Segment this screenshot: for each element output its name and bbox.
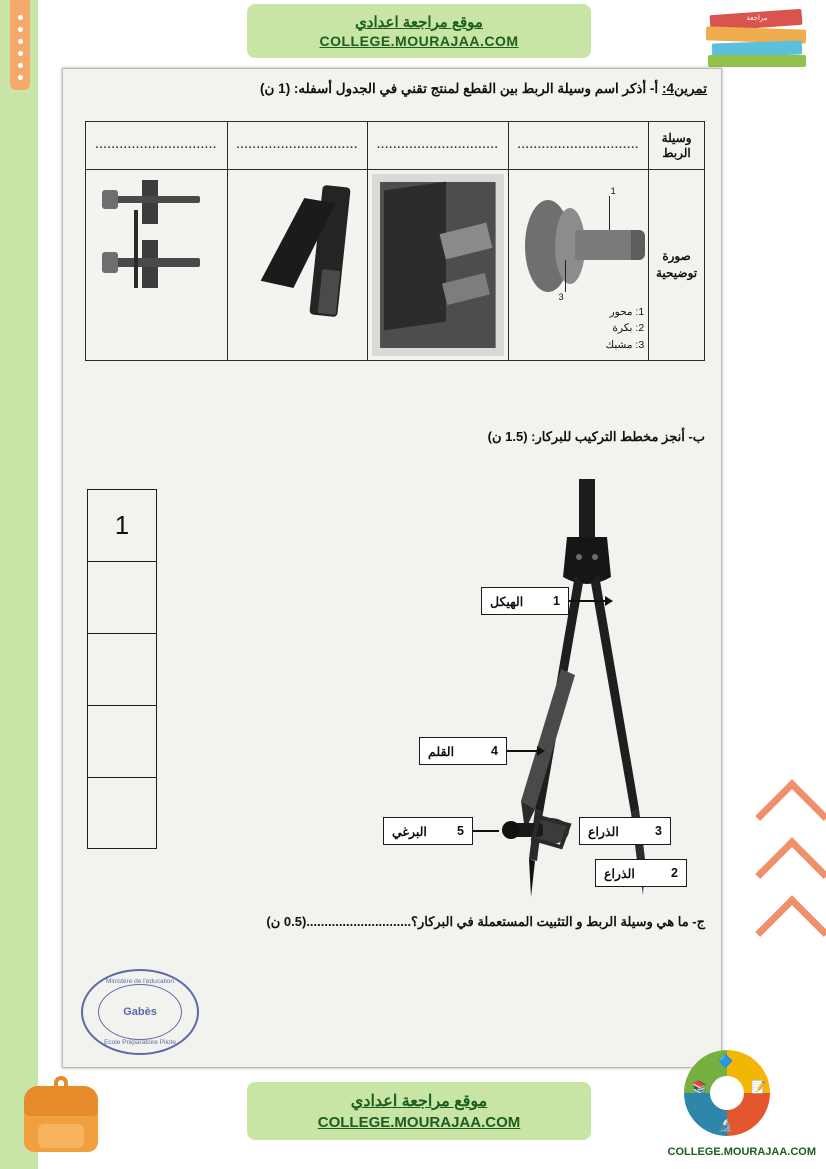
- part-b-instruction: ب- أنجز مخطط التركيب للبركار: (1.5 ن): [487, 429, 705, 444]
- bottom-site-banner: [247, 1082, 591, 1140]
- assembly-box-2[interactable]: [87, 561, 157, 633]
- table-header-link-means: وسيلة الربط: [649, 122, 704, 170]
- table-column-2: [367, 122, 508, 360]
- table-header-illustration: صورة توضيحية: [656, 249, 698, 280]
- top-site-banner: [247, 4, 591, 58]
- callout-box-1[interactable]: 1 الهيكل: [481, 587, 569, 615]
- bottom-banner-title: موقع مراجعة اعدادي: [350, 1093, 488, 1110]
- connection-means-table: [85, 121, 705, 361]
- table-column-3: [227, 122, 368, 360]
- table-image-cell-1: [509, 170, 649, 360]
- official-stamp: [81, 969, 199, 1055]
- hinge-photo: [372, 174, 504, 356]
- table-legend: 1: محور 2: بكرة 3: مشبك: [605, 305, 645, 352]
- blade-photo: [232, 174, 364, 356]
- part-c-question: ج- ما هي وسيلة الربط و التثبيت المستعملة في البركار؟.............................(0.5 ن): [266, 914, 705, 929]
- stamp-bottom-text: Ecole Préparatoire Pilote: [104, 1039, 176, 1046]
- backpack-icon: [14, 1072, 110, 1158]
- shaft-pulley-photo: 1 3: [513, 174, 645, 356]
- exercise-heading-text: أ- أذكر اسم وسيلة الربط بين القطع لمنتج تقني في الجدول أسفله: (1 ن): [260, 81, 659, 96]
- top-banner-title: موقع مراجعة اعدادي: [355, 14, 483, 31]
- top-banner-url[interactable]: COLLEGE.MOURAJAA.COM: [319, 33, 519, 49]
- answer-blank-4[interactable]: ..............................: [86, 122, 227, 170]
- compass-drawing: [393, 479, 693, 919]
- decor-chevrons: [748, 790, 818, 1040]
- callout-box-2[interactable]: 2 الذراع: [595, 859, 687, 887]
- callout-box-3[interactable]: 3 الذراع: [579, 817, 671, 845]
- assembly-box-5[interactable]: [87, 777, 157, 849]
- answer-blank-3[interactable]: ..............................: [228, 122, 368, 170]
- compass-illustration: [393, 479, 693, 919]
- stamp-center-text: Gabès: [98, 984, 182, 1040]
- stamp-top-text: Ministère de l'education: [105, 978, 175, 985]
- callout-box-5[interactable]: 5 البرغي: [383, 817, 473, 845]
- assembly-box-4[interactable]: [87, 705, 157, 777]
- callout-arrow-1: [605, 596, 613, 606]
- books-icon-label: مراجعة: [746, 15, 768, 22]
- decor-dots: [8, 8, 32, 80]
- books-icon: [696, 6, 816, 68]
- rivet-photo: [90, 174, 223, 356]
- color-wheel-icon: 📚 🔷 📝 🔬: [684, 1050, 770, 1136]
- callout-arrow-4: [537, 746, 545, 756]
- bottom-banner-url[interactable]: COLLEGE.MOURAJAA.COM: [317, 1114, 521, 1131]
- answer-blank-1[interactable]: ..............................: [509, 122, 649, 170]
- answer-blank-2[interactable]: ..............................: [368, 122, 508, 170]
- callout-leader-5: [473, 830, 499, 832]
- exercise-heading: [77, 81, 707, 97]
- table-column-1: [508, 122, 649, 360]
- table-image-cell-3: [228, 170, 368, 360]
- exercise-number: تمرين4:: [661, 81, 707, 96]
- assembly-box-1[interactable]: 1: [87, 489, 157, 561]
- footer-url[interactable]: COLLEGE.MOURAJAA.COM: [667, 1146, 816, 1158]
- decor-left-strip: [0, 0, 38, 1169]
- table-image-cell-2: [368, 170, 508, 360]
- callout-leader-4: [507, 750, 541, 752]
- assembly-diagram-boxes: [87, 489, 157, 849]
- callout-box-4[interactable]: 4 القلم: [419, 737, 507, 765]
- assembly-box-3[interactable]: [87, 633, 157, 705]
- scanned-exam-sheet: [62, 68, 722, 1068]
- table-image-cell-4: [86, 170, 227, 360]
- table-column-4: [86, 122, 227, 360]
- callout-leader-1: [569, 600, 609, 602]
- table-header-column: [648, 122, 704, 360]
